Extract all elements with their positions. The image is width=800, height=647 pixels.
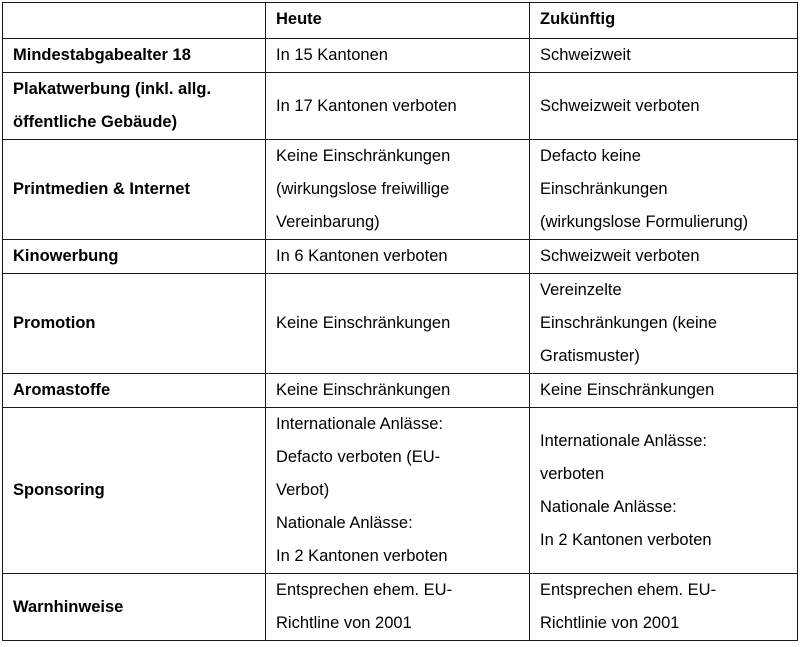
- cell-zukuenftig: Keine Einschränkungen: [530, 374, 798, 408]
- table-row: [3, 240, 798, 274]
- table-row: [3, 408, 798, 574]
- cell-heute: Keine Einschränkungen: [266, 274, 530, 374]
- cell-heute: Keine Einschränkungen: [266, 374, 530, 408]
- row-label: Mindestabgabealter 18: [3, 39, 266, 73]
- cell-zukuenftig: Defacto keine Einschränkungen (wirkungslose Formulierung): [530, 140, 798, 240]
- table-row: [3, 574, 798, 641]
- row-label: Aromastoffe: [3, 374, 266, 408]
- comparison-table: [2, 2, 798, 641]
- header-zukuenftig: Zukünftig: [530, 3, 798, 39]
- cell-zukuenftig: Schweizweit: [530, 39, 798, 73]
- cell-zukuenftig: Internationale Anlässe: verboten Nationale Anlässe: In 2 Kantonen verboten: [530, 408, 798, 574]
- cell-heute: Keine Einschränkungen (wirkungslose freiwillige Vereinbarung): [266, 140, 530, 240]
- cell-zukuenftig: Entsprechen ehem. EU- Richtlinie von 2001: [530, 574, 798, 641]
- row-label: Warnhinweise: [3, 574, 266, 641]
- header-row: [3, 3, 798, 39]
- cell-zukuenftig: Vereinzelte Einschränkungen (keine Gratismuster): [530, 274, 798, 374]
- cell-heute: In 15 Kantonen: [266, 39, 530, 73]
- table-row: [3, 140, 798, 240]
- row-label: Printmedien & Internet: [3, 140, 266, 240]
- row-label: Promotion: [3, 274, 266, 374]
- header-empty: [3, 3, 266, 39]
- cell-heute: In 17 Kantonen verboten: [266, 73, 530, 140]
- row-label: Plakatwerbung (inkl. allg. öffentliche Gebäude): [3, 73, 266, 140]
- cell-zukuenftig: Schweizweit verboten: [530, 240, 798, 274]
- cell-heute: Internationale Anlässe: Defacto verboten (EU- Verbot) Nationale Anlässe: In 2 Kantonen verboten: [266, 408, 530, 574]
- row-label: Kinowerbung: [3, 240, 266, 274]
- cell-heute: In 6 Kantonen verboten: [266, 240, 530, 274]
- cell-heute: Entsprechen ehem. EU- Richtline von 2001: [266, 574, 530, 641]
- header-heute: Heute: [266, 3, 530, 39]
- table-row: [3, 39, 798, 73]
- table-row: [3, 374, 798, 408]
- row-label: Sponsoring: [3, 408, 266, 574]
- table-row: [3, 274, 798, 374]
- table-row: [3, 73, 798, 140]
- cell-zukuenftig: Schweizweit verboten: [530, 73, 798, 140]
